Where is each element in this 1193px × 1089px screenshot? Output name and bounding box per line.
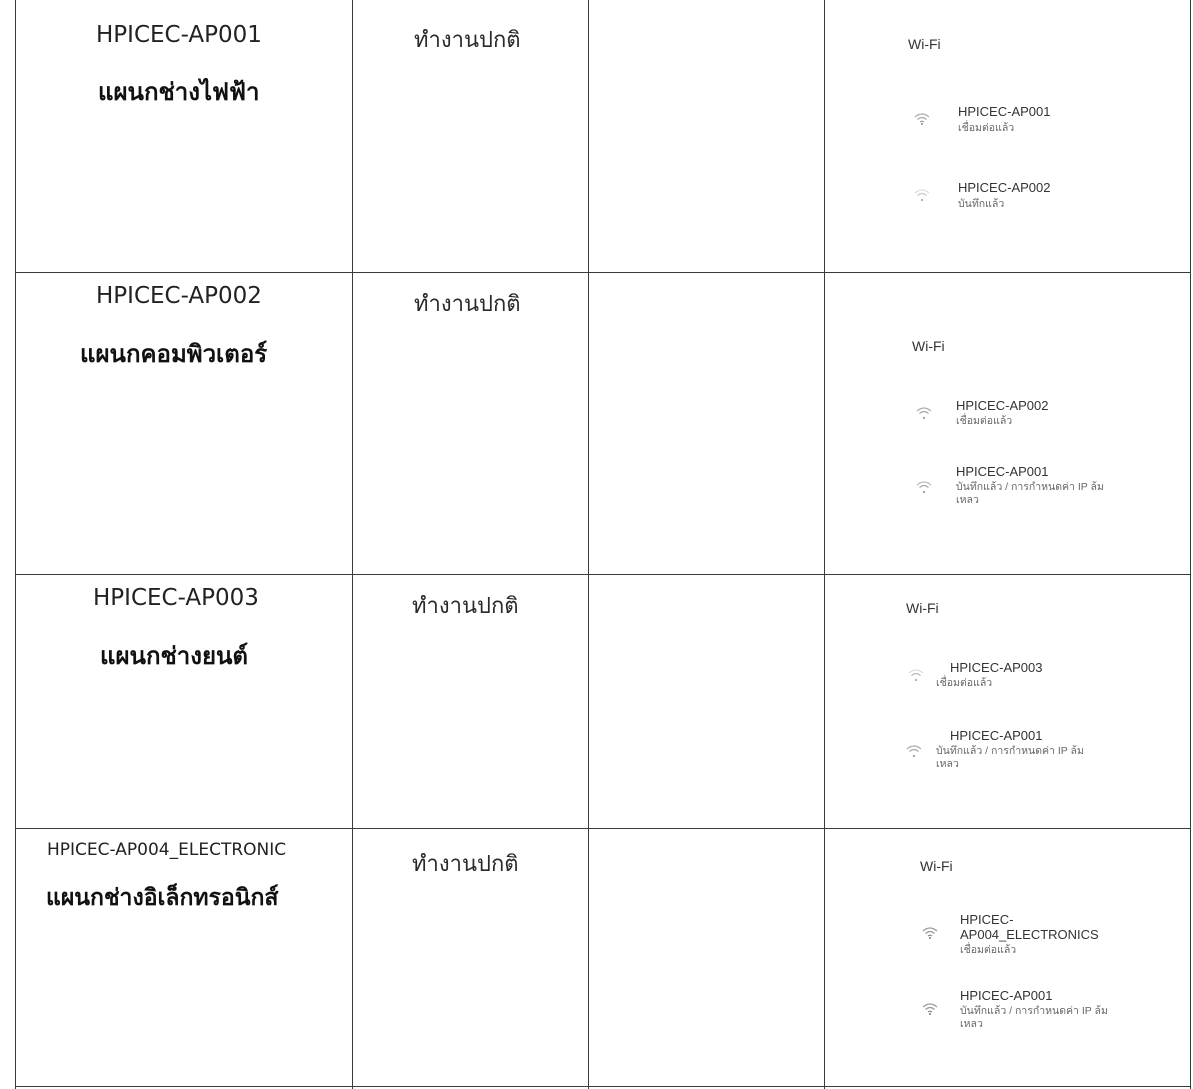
- wifi-signal-icon: [906, 744, 922, 758]
- network-status: บันทึกแล้ว / การกำหนดค่า IP ล้มเหลว: [936, 745, 1084, 770]
- status-text: ทำงานปกติ: [412, 852, 519, 877]
- ap-code: HPICEC-AP003: [93, 585, 259, 611]
- wifi-title: Wi-Fi: [920, 858, 953, 874]
- table-border-right: [1190, 0, 1191, 1089]
- network-name: HPICEC-AP002: [956, 398, 1049, 413]
- wifi-signal-icon: [914, 112, 930, 126]
- department-name: แผนกช่างอิเล็กทรอนิกส์: [46, 885, 279, 911]
- ap-code: HPICEC-AP004_ELECTRONIC: [47, 840, 287, 860]
- ap-code: HPICEC-AP002: [96, 283, 262, 309]
- department-name: แผนกคอมพิวเตอร์: [80, 340, 268, 368]
- wifi-signal-icon: [922, 1002, 938, 1016]
- network-name: HPICEC-AP001: [958, 104, 1051, 119]
- table-border-row1: [15, 272, 1191, 273]
- network-status: เชื่อมต่อแล้ว: [960, 944, 1017, 956]
- network-name: HPICEC-AP002: [958, 180, 1051, 195]
- status-text: ทำงานปกติ: [412, 594, 519, 619]
- ap-code: HPICEC-AP001: [96, 22, 262, 48]
- network-status: เชื่อมต่อแล้ว: [936, 677, 993, 689]
- network-name: HPICEC-AP001: [956, 464, 1049, 479]
- wifi-signal-icon: [914, 188, 930, 202]
- table-border-col1: [352, 0, 353, 1089]
- network-status: เชื่อมต่อแล้ว: [958, 122, 1015, 134]
- status-text: ทำงานปกติ: [414, 28, 521, 53]
- table-border-row3: [15, 828, 1191, 829]
- network-name: HPICEC-AP003: [950, 660, 1043, 675]
- network-status: เชื่อมต่อแล้ว: [956, 415, 1013, 427]
- network-status: บันทึกแล้ว / การกำหนดค่า IP ล้มเหลว: [956, 481, 1104, 506]
- status-text: ทำงานปกติ: [414, 292, 521, 317]
- table-border-col2: [588, 0, 589, 1089]
- wifi-title: Wi-Fi: [906, 600, 939, 616]
- wifi-signal-icon: [916, 406, 932, 420]
- network-name: HPICEC- AP004_ELECTRONICS: [960, 912, 1099, 942]
- wifi-signal-icon: [922, 926, 938, 940]
- department-name: แผนกช่างไฟฟ้า: [98, 78, 260, 106]
- table-border-bottom: [15, 1086, 1191, 1087]
- network-name: HPICEC-AP001: [950, 728, 1043, 743]
- wifi-title: Wi-Fi: [912, 338, 945, 354]
- table-border-row2: [15, 574, 1191, 575]
- network-status: บันทึกแล้ว: [958, 198, 1005, 210]
- table-border-left: [15, 0, 16, 1089]
- wifi-signal-icon: [908, 668, 924, 682]
- table-border-col3: [824, 0, 825, 1089]
- network-status: บันทึกแล้ว / การกำหนดค่า IP ล้มเหลว: [960, 1005, 1108, 1030]
- department-name: แผนกช่างยนต์: [100, 642, 249, 670]
- wifi-title: Wi-Fi: [908, 36, 941, 52]
- wifi-signal-icon: [916, 480, 932, 494]
- network-name: HPICEC-AP001: [960, 988, 1053, 1003]
